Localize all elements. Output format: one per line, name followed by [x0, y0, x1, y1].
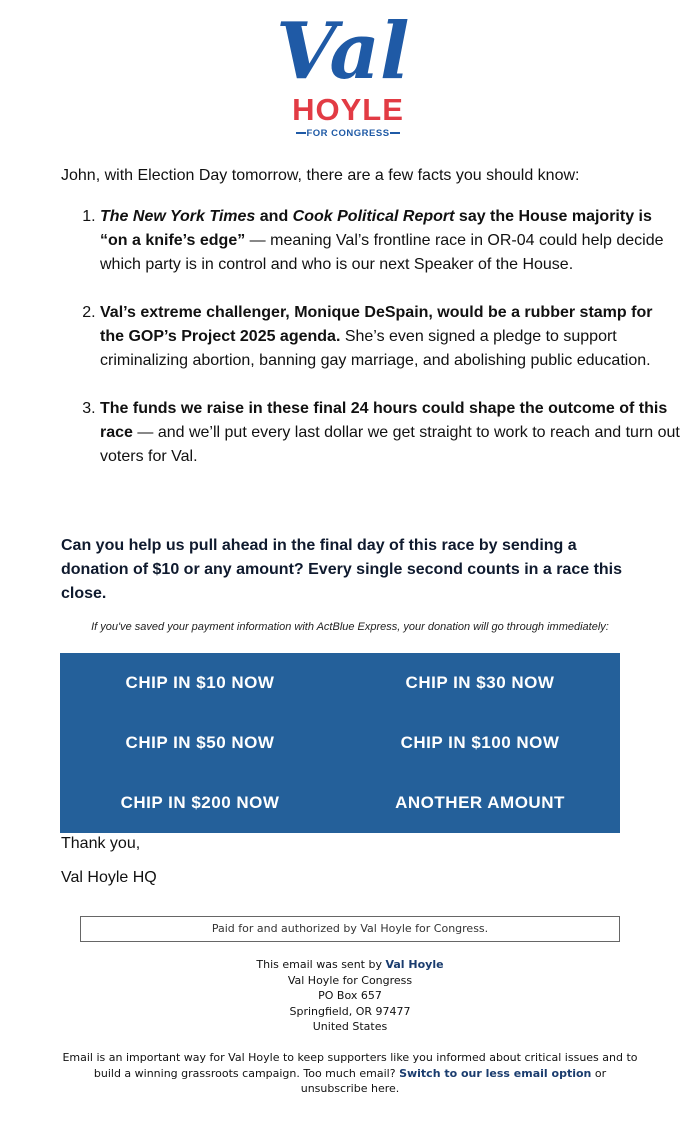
- logo-script: Val: [276, 8, 410, 97]
- val-hoyle-logo: [270, 8, 430, 143]
- sender-signature: Val Hoyle HQ: [61, 869, 157, 886]
- source-cook: Cook Political Report: [292, 208, 455, 225]
- chip-in-200-button[interactable]: CHIP IN $200 NOW: [120, 793, 280, 812]
- signoff: [61, 832, 157, 900]
- facts-list: [61, 205, 680, 493]
- email-footer: [0, 957, 700, 1035]
- fact-item: 1. The New York Times and Cook Political Report say the House majority is “on a knife’s edge” — meaning Val’s frontline race in OR-04 could help decide which party is in control and who is our next Speaker of the House.: [100, 205, 680, 277]
- sent-by-link[interactable]: Val Hoyle: [385, 958, 444, 971]
- footer-country: United States: [312, 1020, 388, 1033]
- email-preferences-note: Email is an important way for Val Hoyle to keep supporters like you informed about critical issues and to build a winning grassroots campaign. Too much email? Switch to our less email option or unsubscribe here.: [62, 1051, 638, 1095]
- donation-ask: Can you help us pull ahead in the final day of this race by sending a donation of $10 or any amount? Every single second counts in a race this close.: [61, 537, 623, 602]
- logo-name: HOYLE: [292, 92, 404, 127]
- footer-po-box: PO Box 657: [318, 989, 382, 1002]
- chip-in-50-button[interactable]: CHIP IN $50 NOW: [125, 733, 275, 752]
- footer-city: Springfield, OR 97477: [289, 1004, 411, 1018]
- thank-you-text: Thank you,: [61, 835, 141, 852]
- logo-tagline: FOR CONGRESS: [306, 128, 390, 139]
- unsubscribe-link[interactable]: unsubscribe here.: [300, 1082, 400, 1095]
- intro-text: John, with Election Day tomorrow, there are a few facts you should know:: [61, 167, 580, 184]
- less-email-link[interactable]: Switch to our less email option: [399, 1066, 592, 1080]
- chip-in-30-button[interactable]: CHIP IN $30 NOW: [405, 673, 555, 692]
- chip-in-10-button[interactable]: CHIP IN $10 NOW: [125, 673, 275, 692]
- fact-item: 2. Val’s extreme challenger, Monique DeSpain, would be a rubber stamp for the GOP’s Project 2025 agenda. She’s even signed a pledge to support criminalizing abortion, banning gay marriage, and abolishing public education.: [100, 301, 680, 373]
- source-nyt: The New York Times: [100, 208, 256, 225]
- another-amount-button[interactable]: ANOTHER AMOUNT: [395, 793, 565, 812]
- chip-in-100-button[interactable]: CHIP IN $100 NOW: [400, 733, 560, 752]
- actblue-express-note: If you've saved your payment information with ActBlue Express, your donation will go through immediately:: [91, 621, 609, 633]
- donation-button-grid: [60, 653, 620, 833]
- sent-by-line: This email was sent by Val Hoyle: [256, 958, 444, 971]
- campaign-logo: [0, 0, 700, 150]
- paid-for-disclaimer: Paid for and authorized by Val Hoyle for Congress.: [80, 916, 620, 942]
- footer-org: Val Hoyle for Congress: [287, 973, 413, 987]
- fact-item: 3. The funds we raise in these final 24 hours could shape the outcome of this race — and we’ll put every last dollar we get straight to work to reach and turn out voters for Val.: [100, 397, 680, 469]
